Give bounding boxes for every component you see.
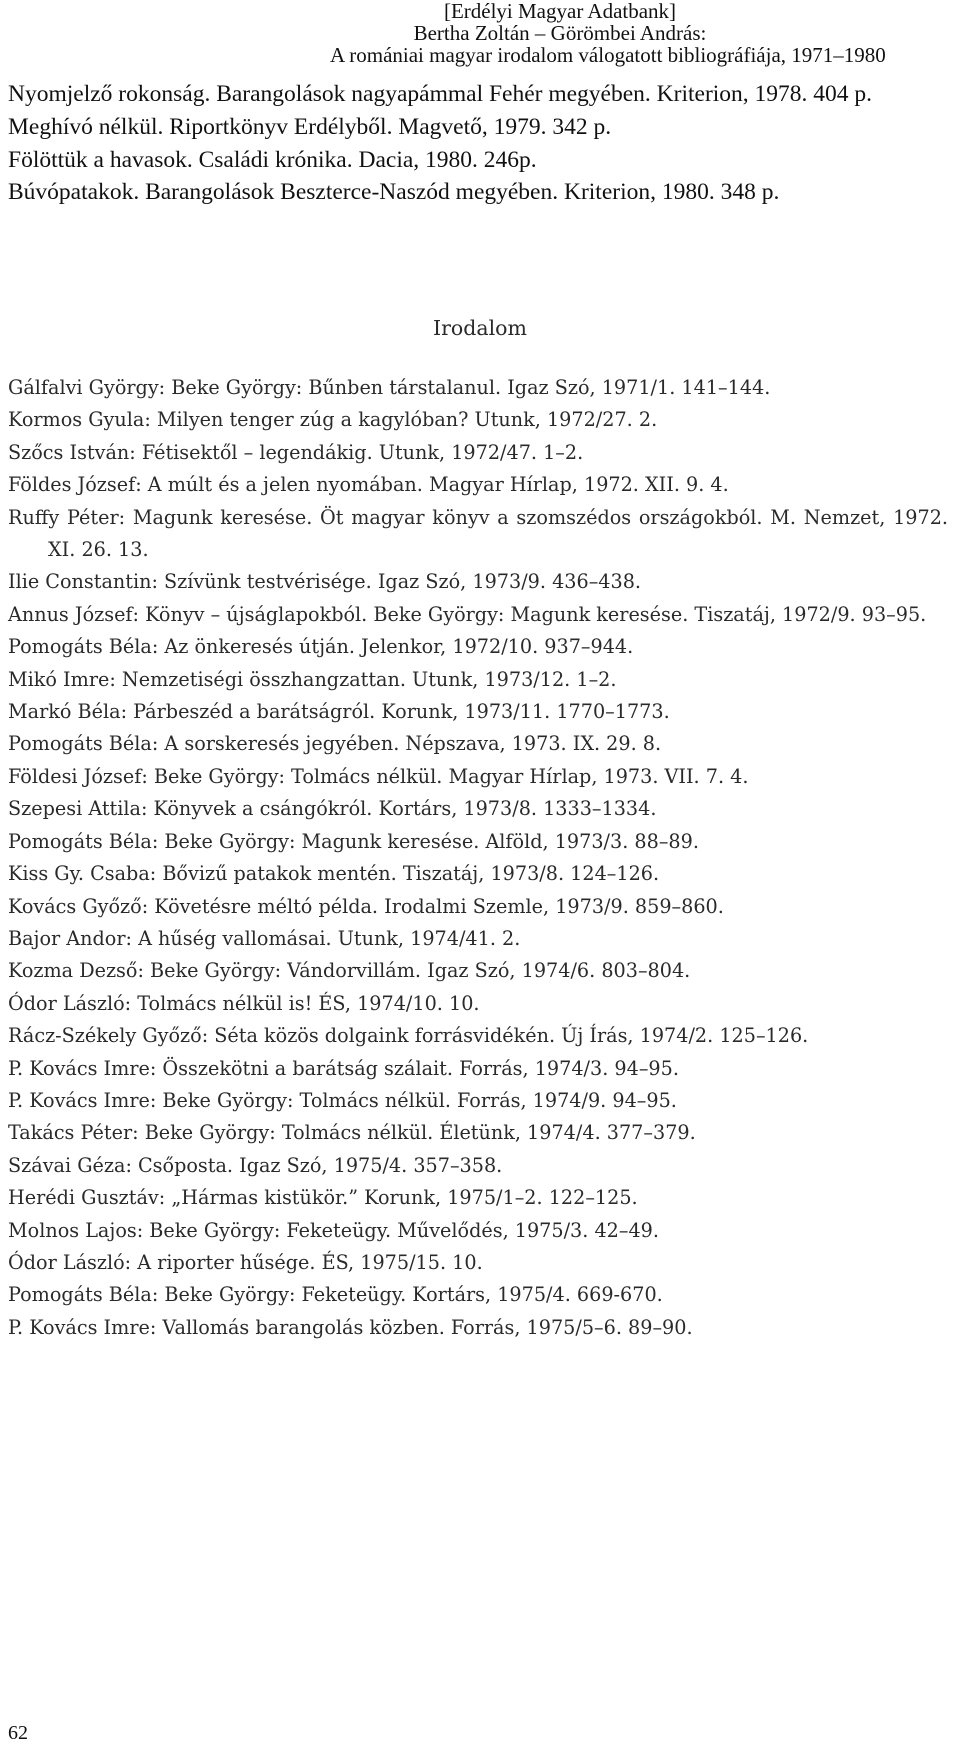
reference-entry: Kormos Gyula: Milyen tenger zúg a kagylóban? Utunk, 1972/27. 2. [8,408,658,432]
reference-entry: Szőcs István: Fétisektől – legendákig. Utunk, 1972/47. 1–2. [8,440,584,464]
reference-entry: Szávai Géza: Csőposta. Igaz Szó, 1975/4. 357–358. [8,1153,503,1177]
book-entry: Búvópatakok. Barangolások Beszterce-Naszód megyében. Kriterion, 1980. 348 p. [8,179,780,206]
reference-entry: Földesi József: Beke György: Tolmács nélkül. Magyar Hírlap, 1973. VII. 7. 4. [8,764,749,788]
reference-entry: Annus József: Könyv – újságlapokból. Beke György: Magunk keresése. Tiszatáj, 1972/9. 93–95. [8,602,927,626]
reference-entry: Kovács Győző: Követésre méltó példa. Irodalmi Szemle, 1973/9. 859–860. [8,894,724,918]
reference-entry: Ódor László: A riporter hűsége. ÉS, 1975/15. 10. [8,1250,483,1274]
book-entry: Fölöttük a havasok. Családi krónika. Dacia, 1980. 246p. [8,146,537,173]
header-title: A romániai magyar irodalom válogatott bibliográfiája, 1971–1980 [330,43,886,67]
book-list [8,78,948,209]
reference-entry: Bajor Andor: A hűség vallomásai. Utunk, 1974/41. 2. [8,926,521,950]
reference-entry: Pomogáts Béla: A sorskeresés jegyében. Népszava, 1973. IX. 29. 8. [8,732,662,756]
reference-entry: Ódor László: Tolmács nélkül is! ÉS, 1974/10. 10. [8,991,480,1015]
reference-entry: Szepesi Attila: Könyvek a csángókról. Kortárs, 1973/8. 1333–1334. [8,797,657,821]
reference-entry: P. Kovács Imre: Vallomás barangolás közben. Forrás, 1975/5–6. 89–90. [8,1315,693,1339]
page-number: 62 [8,1722,28,1744]
reference-entry: Rácz-Székely Győző: Séta közös dolgaink forrásvidékén. Új Írás, 1974/2. 125–126. [8,1024,809,1048]
reference-entry: Takács Péter: Beke György: Tolmács nélkül. Életünk, 1974/4. 377–379. [8,1121,696,1145]
reference-entry: Ilie Constantin: Szívünk testvérisége. Igaz Szó, 1973/9. 436–438. [8,570,642,594]
reference-entry: Gálfalvi György: Beke György: Bűnben társtalanul. Igaz Szó, 1971/1. 141–144. [8,376,771,399]
reference-list [8,372,948,1344]
book-entry: Meghívó nélkül. Riportkönyv Erdélyből. Magvető, 1979. 342 p. [8,113,612,140]
header-authors: Bertha Zoltán – Görömbei András: [413,21,707,45]
reference-entry: Kozma Dezső: Beke György: Vándorvillám. Igaz Szó, 1974/6. 803–804. [8,959,691,983]
section-heading: Irodalom [433,316,527,340]
book-entry: Nyomjelző rokonság. Barangolások nagyapámmal Fehér megyében. Kriterion, 1978. 404 p. [8,81,873,107]
reference-entry: Mikó Imre: Nemzetiségi összhangzattan. Utunk, 1973/12. 1–2. [8,667,617,691]
reference-entry: P. Kovács Imre: Összekötni a barátság szálait. Forrás, 1974/3. 94–95. [8,1056,679,1080]
reference-entry: Molnos Lajos: Beke György: Feketeügy. Művelődés, 1975/3. 42–49. [8,1218,659,1242]
reference-entry: P. Kovács Imre: Beke György: Tolmács nélkül. Forrás, 1974/9. 94–95. [8,1088,677,1112]
reference-entry: Herédi Gusztáv: „Hármas kistükör.” Korunk, 1975/1–2. 122–125. [8,1186,638,1210]
reference-entry: Pomogáts Béla: Az önkeresés útján. Jelenkor, 1972/10. 937–944. [8,635,634,659]
reference-entry: Pomogáts Béla: Beke György: Feketeügy. Kortárs, 1975/4. 669-670. [8,1283,663,1307]
reference-entry: Ruffy Péter: Magunk keresése. Öt magyar könyv a szomszédos országokból. M. Nemzet, 1972. XI. 26. 13. [8,505,948,562]
reference-entry: Markó Béla: Párbeszéd a barátságról. Korunk, 1973/11. 1770–1773. [8,700,670,724]
reference-entry: Kiss Gy. Csaba: Bővizű patakok mentén. Tiszatáj, 1973/8. 124–126. [8,862,660,886]
page-header [330,0,886,67]
reference-entry: Földes József: A múlt és a jelen nyomában. Magyar Hírlap, 1972. XII. 9. 4. [8,473,729,497]
reference-entry: Pomogáts Béla: Beke György: Magunk keresése. Alföld, 1973/3. 88–89. [8,829,699,853]
header-source: [Erdélyi Magyar Adatbank] [443,0,677,23]
